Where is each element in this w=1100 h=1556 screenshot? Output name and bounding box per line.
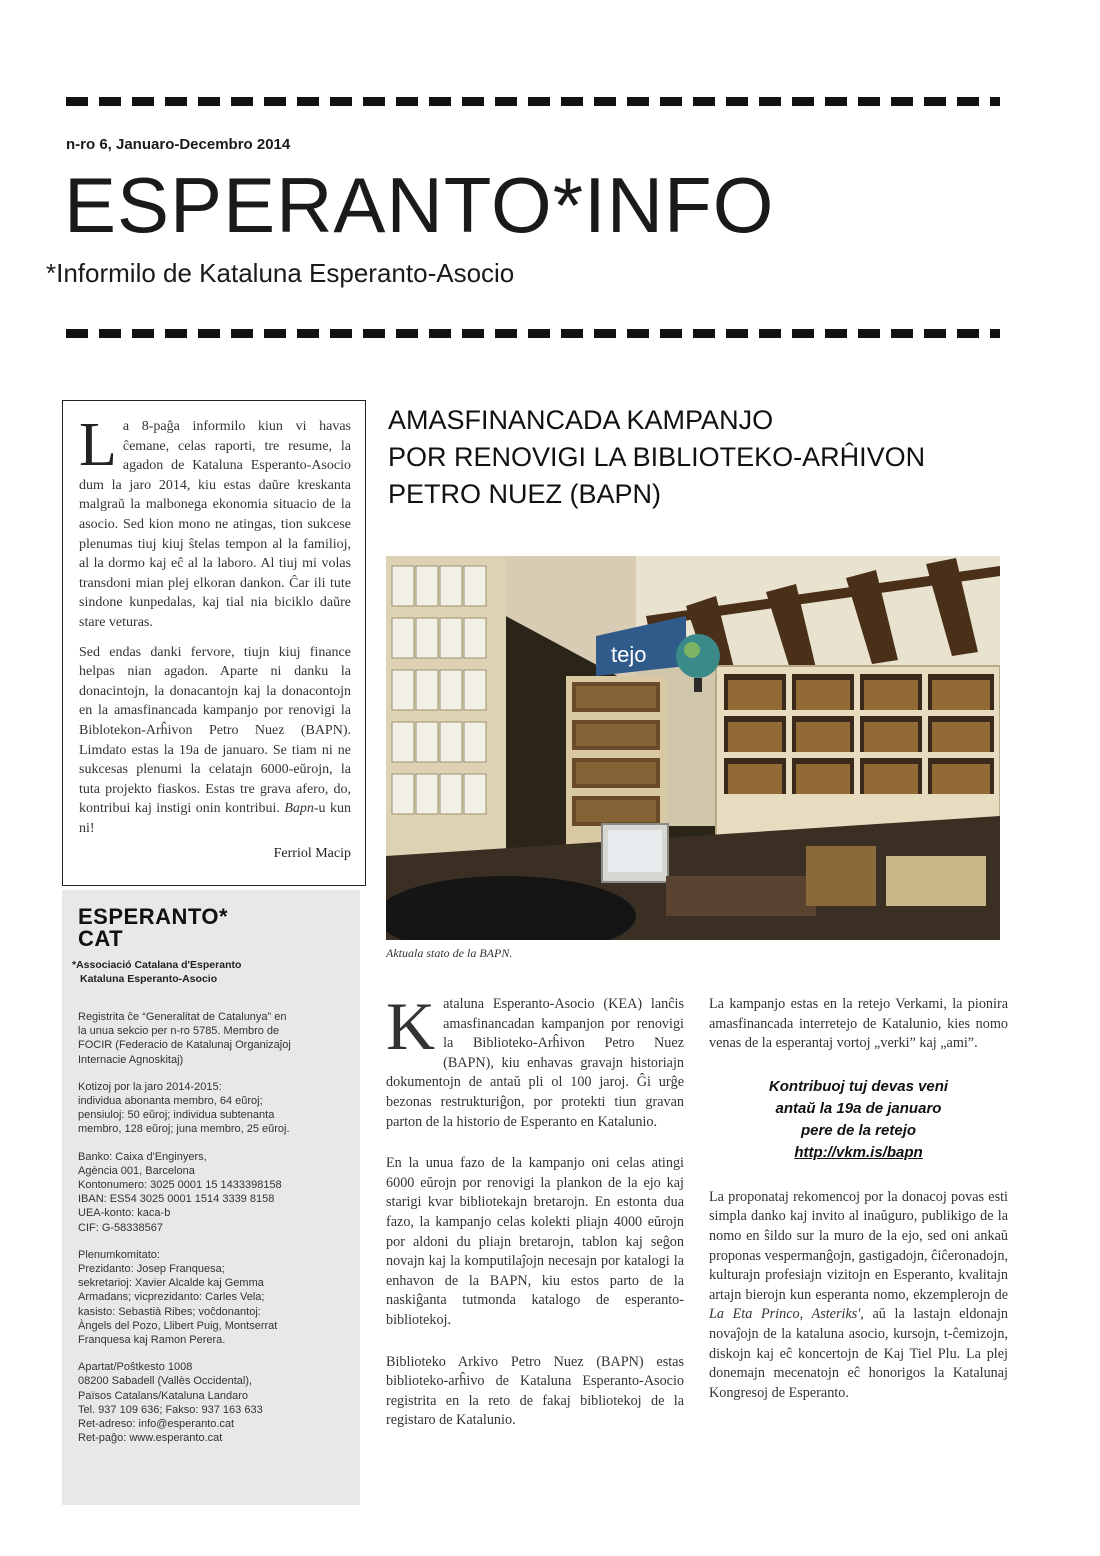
fees-line: membro, 128 eŭroj; juna membro, 25 eŭroj. xyxy=(78,1123,290,1136)
address-line: Països Catalans/Kataluna Landaro xyxy=(78,1389,249,1402)
callout-line-3: pere de la retejo xyxy=(800,1121,917,1139)
article-paragraph-3: Biblioteko Arkivo Petro Nuez (BAPN) estas biblioteko-arĥivo de Kataluna Esperanto-Asocio registrita en la reto de fakaj bibliotekoj de la registaro de Katalunio. xyxy=(386,1353,684,1429)
masthead-subtitle: *Informilo de Kataluna Esperanto-Asocio xyxy=(46,258,515,288)
association-subtitle xyxy=(72,958,241,986)
headline-line-2: POR RENOVIGI LA BIBLIOTEKO-ARĤIVON xyxy=(388,442,926,472)
issue-line: n-ro 6, Januaro-Decembro 2014 xyxy=(66,136,291,153)
bank-line: UEA-konto: kaca-b xyxy=(78,1207,171,1220)
intro-paragraph-1-text: a 8-paĝa informilo kiun vi havas ĉemane, celas raporti, tre resume, la agadon de Kataluna Esperanto-Asocio dum la jaro 2014, kiu estas daŭre kreskanta malgraŭ la malbonega ekonomia situacio de la asocio. Sed kion mono ne atingas, tion sukcese plenumas tiuj kiuj ŝtelas tempon al la familioj, al la dormo kaj eĉ al la laboro. Al tiuj mi volas transdoni mian plej elkoran dankon. Ĉar ili tute sindone kunpedalas, kaj tial nia biciklo daŭre stare veturas. xyxy=(79,419,351,630)
association-logo-title xyxy=(78,906,228,950)
callout-line-2: antaŭ la 19a de januaro xyxy=(775,1099,942,1117)
address-line: Apartat/Poŝtkesto 1008 xyxy=(78,1361,193,1374)
bank-line: Agència 001, Barcelona xyxy=(78,1164,195,1177)
intro-editorial-box xyxy=(62,400,366,886)
registration-block xyxy=(78,1010,348,1067)
intro-signature: Ferriol Macip xyxy=(273,846,351,862)
article-paragraph-1 xyxy=(386,988,684,1132)
intro-paragraph-2 xyxy=(79,643,351,839)
address-line: Tel. 937 109 636; Fakso: 937 163 633 xyxy=(78,1403,263,1416)
dashed-rule-top xyxy=(66,97,1000,106)
association-title-line-2: CAT xyxy=(78,926,124,951)
association-subtitle-line-1: *Associació Catalana d'Esperanto xyxy=(72,959,242,971)
bank-line: Banko: Caixa d'Enginyers, xyxy=(78,1150,207,1163)
article-column-right xyxy=(709,995,1008,1403)
fees-line: pensiuloj: 50 eŭroj; individua subtenanta xyxy=(78,1109,275,1122)
contribution-callout xyxy=(709,1076,1008,1164)
association-title-line-1: ESPERANTO* xyxy=(78,904,229,929)
email-line: Ret-adreso: info@esperanto.cat xyxy=(78,1418,235,1431)
registration-line: la unua sekcio per n-ro 5785. Membro de xyxy=(78,1025,280,1038)
website-line: Ret-paĝo: www.esperanto.cat xyxy=(78,1432,223,1445)
committee-line: Àngels del Pozo, Llibert Puig, Montserrat xyxy=(78,1319,278,1332)
headline-line-3: PETRO NUEZ (BAPN) xyxy=(388,479,662,509)
fees-line: Kotizoj por la jaro 2014-2015: xyxy=(78,1080,222,1093)
library-photo xyxy=(386,556,1000,940)
photo-sign-text: tejo xyxy=(611,642,647,667)
registration-line: FOCIR (Federacio de Katalunaj Organizaĵoj xyxy=(78,1039,291,1052)
fees-block xyxy=(78,1080,348,1137)
committee-line: sekretarioj: Xavier Alcalde kaj Gemma xyxy=(78,1277,264,1290)
intro-dropcap: L xyxy=(79,411,117,479)
association-subtitle-line-2: Kataluna Esperanto-Asocio xyxy=(80,973,218,985)
committee-line: Plenumkomitato: xyxy=(78,1248,160,1261)
intro-paragraph-2-text: Sed endas danki fervore, tiujn kiuj finance helpas nian agadon. Aparte ni danku la donacintojn, la donacantojn kaj la donacontojn en la amasfinancada kampanjo por renovigi la Biblotekon-Arĥivon Petro Nuez (BAPN). Limdato estas la 19a de januaro. Se tiam ni ne sukcesas plenumi la celatajn 6000-eŭrojn, la tuta projekto fiaskos. Estas tre grava afero, do, kontribui kaj instigi onin kontribui. xyxy=(79,644,351,817)
bank-line: Kontonumero: 3025 0001 15 1433398158 xyxy=(78,1179,282,1192)
article-paragraph-5 xyxy=(709,1188,1008,1404)
intro-paragraph-1 xyxy=(79,411,351,633)
article-paragraph-5-end: , aŭ la lastajn eldonajn novaĵojn de la kataluna asocio, kursojn, t-ĉemizojn, diskojn kaj eĉ koncertojn de Kaj Tiel Plu. La plej donemajn mecenatojn eĉ honorigos la Katalunaj Kongresoj de Esperanto. xyxy=(709,1306,1008,1401)
photo-caption: Aktuala stato de la BAPN. xyxy=(386,946,513,960)
bank-block xyxy=(78,1150,348,1235)
association-details xyxy=(78,1010,348,1458)
article-paragraph-5-text: La proponataj rekomencoj por la donacoj povas esti simpla danko kaj invito al inaŭguro, publikigo de la nomo en ŝildo sur la muro de la ejo, sed oni ankaŭ proponas vespermanĝojn, gastigadojn, ĉiĉeronadojn, kulturajn profesiajn vizitojn en Esperanto, kvalitajn artajn bierojn kun esperanta nomo, ekzemplerojn de xyxy=(709,1188,1008,1303)
headline-line-1: AMASFINANCADA KAMPANJO xyxy=(388,405,774,435)
bank-line: CIF: G-58338567 xyxy=(78,1221,163,1234)
committee-line: Armadans; vicprezidanto: Carles Vela; xyxy=(78,1291,265,1304)
article-paragraph-2: En la unua fazo de la kampanjo oni celas atingi 6000 eŭrojn por renovigi la plankon de la ejo kaj starigi kvar bibliotekajn bretarojn. En estonta dua fazo, la kampanjo celas kolekti pliajn 4000 eŭrojn por aldoni du pliajn bretarojn, tablon kaj seĝon novajn kaj la komputilaĵojn necesajn por katalogi la enhavon de la BAPN, kiu estos parto de la naskiĝanta tutmonda katalogo de esperanto-bibliotekoj. xyxy=(386,1155,684,1328)
registration-line: Registrita ĉe “Generalitat de Catalunya” en xyxy=(78,1011,287,1023)
committee-block xyxy=(78,1248,348,1347)
article-paragraph-5-emphasis: La Eta Princo, Asteriks' xyxy=(709,1306,861,1323)
callout-line-1: Kontribuoj tuj devas veni xyxy=(768,1077,949,1095)
registration-line: Internacie Agnoskitaj) xyxy=(78,1053,184,1066)
intro-paragraph-2-emphasis: Bapn xyxy=(284,801,314,817)
bank-line: IBAN: ES54 3025 0001 1514 3339 8158 xyxy=(78,1193,275,1206)
intro-paragraph-2-end: -u kun ni! xyxy=(79,801,351,836)
article-column-middle xyxy=(386,988,684,1431)
article-paragraph-4: La kampanjo estas en la retejo Verkami, la pionira amasfinancada interretejo de Katalunio, kies nomo venas de la esperantaj vortoj „verki” kaj „ami”. xyxy=(709,996,1008,1052)
address-block xyxy=(78,1360,348,1445)
association-info-box xyxy=(62,890,360,1505)
address-line: 08200 Sabadell (Vallès Occidental), xyxy=(78,1375,253,1388)
fees-line: individua abonanta membro, 64 eŭroj; xyxy=(78,1095,263,1108)
article-headline xyxy=(388,402,925,513)
campaign-link[interactable]: http://vkm.is/bapn xyxy=(794,1143,923,1161)
committee-line: kasisto: Sebastià Ribes; voĉdonantoj: xyxy=(78,1305,261,1318)
committee-line: Franquesa kaj Ramon Perera. xyxy=(78,1334,226,1347)
article-dropcap: K xyxy=(386,988,436,1064)
masthead-title: ESPERANTO*INFO xyxy=(64,161,775,249)
article-paragraph-1-text: ataluna Esperanto-Asocio (KEA) lanĉis amasfinancadan kampanjon por renovigi la Biblioteko-Arĥivon Petro Nuez (BAPN), kiu enhavas gravajn historiajn dokumentojn de antaŭ pli ol 100 jaroj. Ĝi urĝe bezonas restrukturiĝon, por protekti tiun gravan parton de la historio de Esperanto en Katalunio. xyxy=(386,996,684,1130)
dashed-rule-bottom xyxy=(66,329,1000,338)
committee-line: Prezidanto: Josep Franquesa; xyxy=(78,1263,225,1276)
